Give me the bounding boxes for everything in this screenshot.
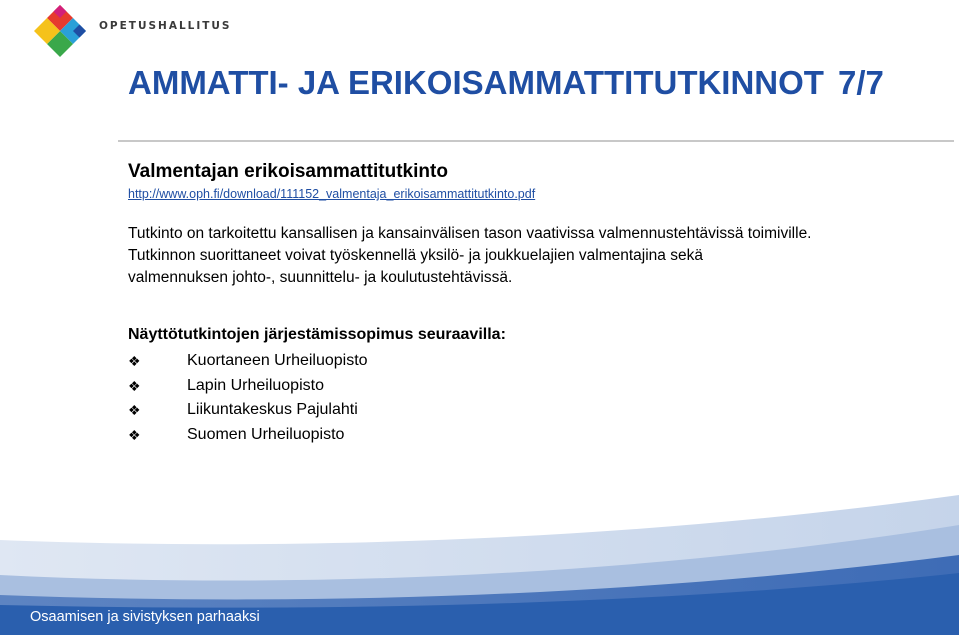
- list-item: [128, 374, 368, 399]
- diamond-bullet-icon: ❖: [128, 353, 141, 369]
- institution-list: [128, 349, 368, 447]
- list-item: [128, 423, 368, 448]
- description-line: Tutkinnon suorittaneet voivat työskennellä yksilö- ja joukkuelajien valmentajina sekä: [128, 247, 703, 264]
- title-text: AMMATTI- JA ERIKOISAMMATTITUTKINNOT: [128, 64, 824, 101]
- list-item-label: Liikuntakeskus Pajulahti: [187, 401, 358, 418]
- opetushallitus-logo-icon: [34, 5, 86, 57]
- section-title: Näyttötutkintojen järjestämissopimus seuraavilla:: [128, 326, 506, 343]
- list-item-label: Lapin Urheiluopisto: [187, 376, 324, 394]
- subtitle: Valmentajan erikoisammattitutkinto: [128, 161, 448, 182]
- description-line: Tutkinto on tarkoitettu kansallisen ja kansainvälisen tason vaativissa valmennustehtävissä toimiville.: [128, 225, 812, 242]
- page-title: [128, 64, 884, 102]
- page-indicator: 7/7: [837, 64, 884, 101]
- list-item: [128, 349, 368, 374]
- title-divider: [118, 140, 954, 142]
- description-line: valmennuksen johto-, suunnittelu- ja koulutustehtävissä.: [128, 269, 513, 286]
- diamond-bullet-icon: ❖: [128, 377, 141, 394]
- footer-slogan: Osaamisen ja sivistyksen parhaaksi: [30, 609, 260, 625]
- diamond-bullet-icon: ❖: [128, 426, 141, 443]
- org-name: OPETUSHALLITUS: [99, 20, 232, 32]
- diamond-bullet-icon: ❖: [128, 402, 141, 418]
- list-item: [128, 398, 368, 423]
- description: [128, 223, 928, 289]
- list-item-label: Suomen Urheiluopisto: [187, 425, 345, 443]
- list-item-label: Kuortaneen Urheiluopisto: [187, 352, 368, 369]
- degree-pdf-link[interactable]: http://www.oph.fi/download/111152_valmentaja_erikoisammattitutkinto.pdf: [128, 187, 536, 201]
